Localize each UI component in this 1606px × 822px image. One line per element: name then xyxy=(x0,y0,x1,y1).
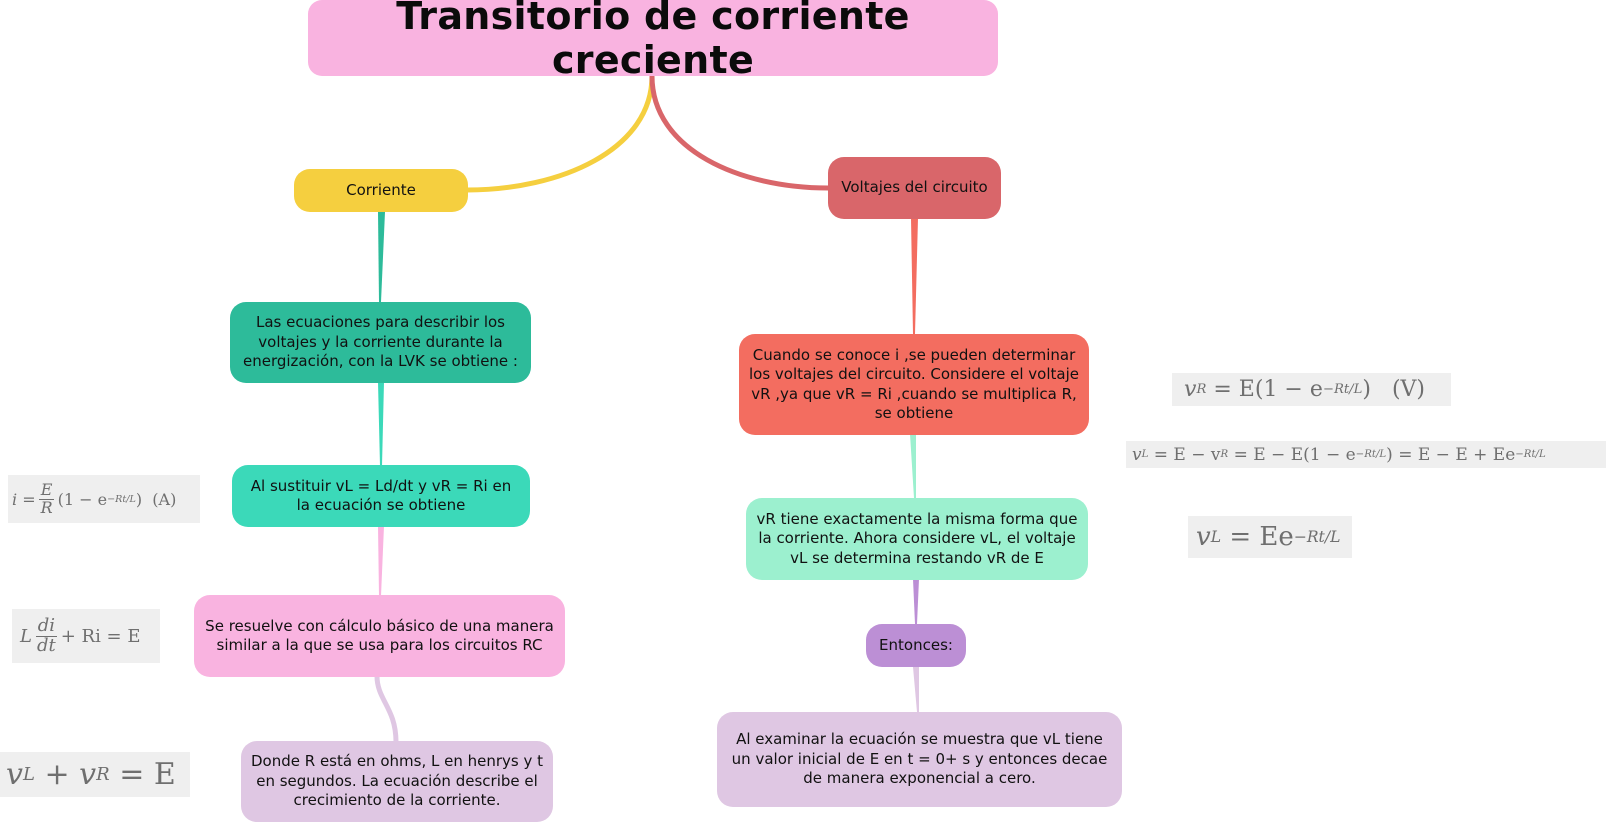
node-cuando-se-conoce[interactable]: Cuando se conoce i ,se pueden determinar los voltajes del circuito. Considere el voltaje vR ,ya que vR = Ri ,cuando se multiplica R, se obtiene xyxy=(739,334,1089,435)
node-corriente[interactable]: Corriente xyxy=(294,169,468,212)
formula-vr: v R = E(1 − e −Rt/L ) (V) xyxy=(1172,373,1451,406)
connector-corriente-ecuaciones xyxy=(378,212,385,302)
connector-resuelve-donde xyxy=(377,676,396,742)
node-resuelve[interactable]: Se resuelve con cálculo básico de una manera similar a la que se usa para los circuitos RC xyxy=(194,595,565,677)
connector-title-corriente xyxy=(467,76,652,190)
connector-voltajes-cuando xyxy=(911,218,918,334)
node-ecuaciones-lvk[interactable]: Las ecuaciones para describir los voltajes y la corriente durante la energización, con la LVK se obtiene : xyxy=(230,302,531,383)
formula-kvl: v L + v R = E xyxy=(0,752,190,797)
node-examinar[interactable]: Al examinar la ecuación se muestra que vL tiene un valor inicial de E en t = 0+ s y entonces decae de manera exponencial a cero. xyxy=(717,712,1122,807)
formula-vl-derivation: v L = E − v R = E − E(1 − e −Rt/L ) = E − E + Ee −Rt/L xyxy=(1126,441,1606,468)
connector-sustituir-resuelve xyxy=(378,526,384,596)
connector-entonces-examinar xyxy=(913,667,919,712)
node-vr-misma-forma[interactable]: vR tiene exactamente la misma forma que la corriente. Ahora considere vL, el voltaje vL se determina restando vR de E xyxy=(746,498,1088,580)
formula-differential: L $\frac{di}{dt}$ + Ri = E xyxy=(12,609,160,663)
connector-title-voltajes xyxy=(652,76,828,188)
map-title[interactable]: Transitorio de corriente creciente xyxy=(308,0,998,76)
node-sustituir[interactable]: Al sustituir vL = Ld/dt y vR = Ri en la ecuación se obtiene xyxy=(232,465,530,527)
node-donde[interactable]: Donde R está en ohms, L en henrys y t en segundos. La ecuación describe el crecimiento de la corriente. xyxy=(241,741,553,822)
node-voltajes-del-circuito[interactable]: Voltajes del circuito xyxy=(828,157,1001,219)
node-entonces[interactable]: Entonces: xyxy=(866,624,966,667)
formula-current: i = $\frac{E}{R}$ (1 − e −Rt/L ) (A) xyxy=(8,475,200,523)
connector-cuando-vrforma xyxy=(910,434,916,498)
connector-ecuaciones-sustituir xyxy=(378,382,384,466)
formula-vl: v L = Ee −Rt/L xyxy=(1188,516,1352,558)
connector-vrforma-entonces xyxy=(913,579,919,624)
